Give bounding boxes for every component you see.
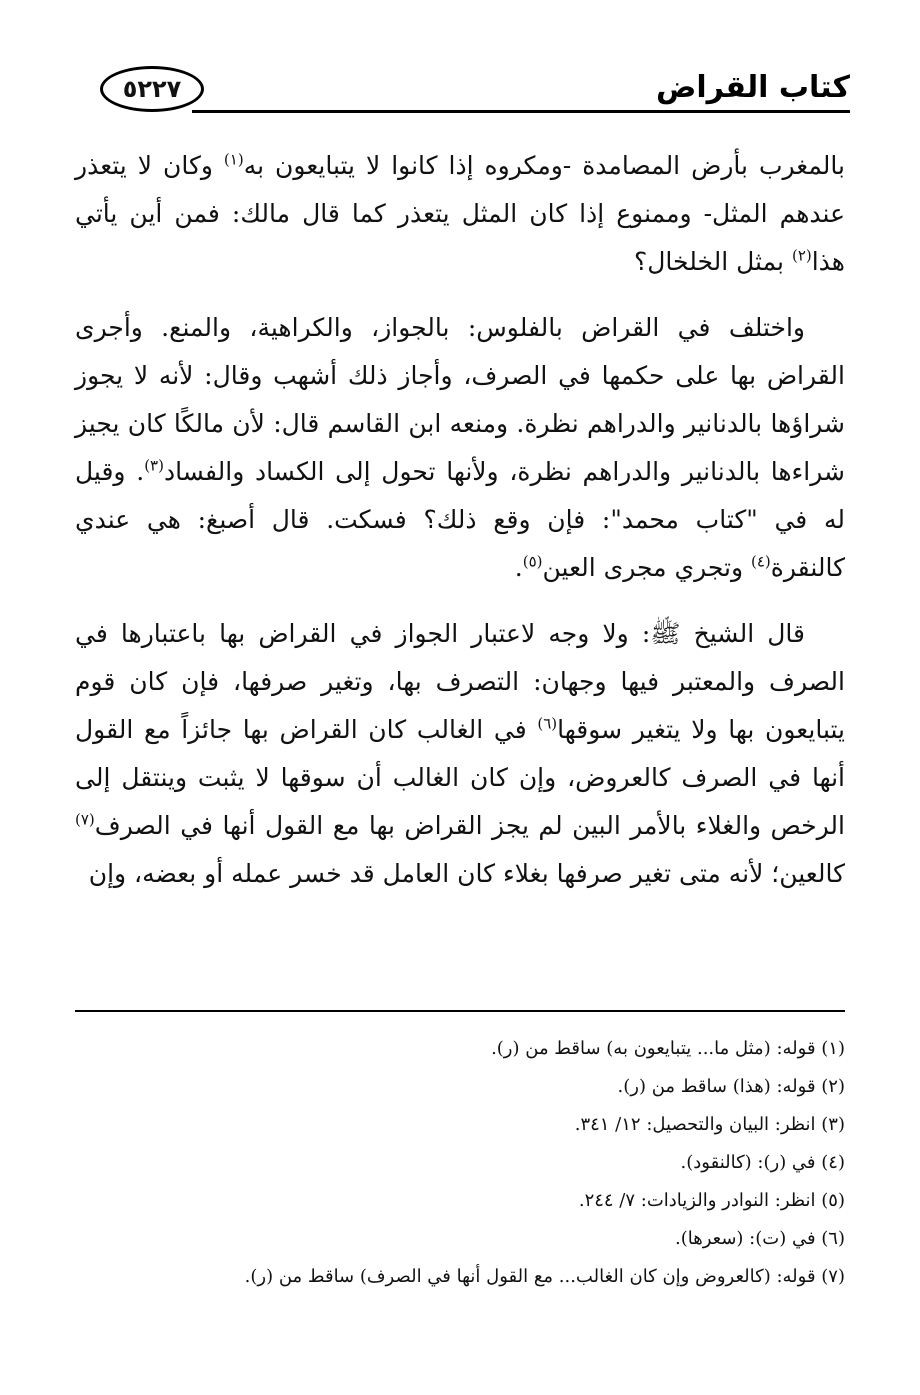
body-paragraph <box>75 304 845 592</box>
paragraph-text: وكان لا يتعذر عندهم المثل- وممنوع إذا كان المثل يتعذر كما قال مالك: فمن أين يأتي هذا <box>75 151 845 276</box>
body-paragraph <box>75 142 845 286</box>
footnote-marker: (٣) <box>144 456 164 475</box>
footnote-marker: (٧) <box>75 810 95 829</box>
paragraph-text: واختلف في القراض بالفلوس: بالجواز، والكراهية، والمنع. وأجرى القراض بها على حكمها في الصرف، وأجاز ذلك أشهب وقال: لأنه لا يجوز شراؤها بالدنانير والدراهم نظرة. ومنعه ابن القاسم قال: لأن مالكًا كان يجيز شراءها بالدنانير والدراهم نظرة، ولأنها تحول إلى الكساد والفساد <box>75 313 845 486</box>
footnote-item: (٤) في (ر): (كالنقود). <box>680 1152 845 1173</box>
footnote-item: (٢) قوله: (هذا) ساقط من (ر). <box>617 1076 845 1097</box>
paragraph-text: بمثل الخلخال؟ <box>634 247 792 276</box>
paragraph-text: كالعين؛ لأنه متى تغير صرفها بغلاء كان العامل قد خسر عمله أو بعضه، وإن <box>88 859 845 888</box>
footnote-separator <box>75 1010 845 1012</box>
footnotes-list <box>75 1030 845 1296</box>
page-header <box>100 60 850 120</box>
footnote-marker: (١) <box>223 150 244 169</box>
footnote-marker: (٤) <box>751 552 771 571</box>
footnote-item: (٧) قوله: (كالعروض وإن كان الغالب... مع القول أنها في الصرف) ساقط من (ر). <box>244 1266 845 1287</box>
paragraph-text: في الغالب كان القراض بها جائزاً مع القول أنها في الصرف كالعروض، وإن كان الغالب أن سوقها لا يثبت وينتقل إلى الرخص والغلاء بالأمر البين لم يجز القراض بها مع القول أنها في الصرف <box>75 715 845 840</box>
footnote-marker: (٦) <box>537 714 558 733</box>
page-number: ٥٢٢٧ <box>100 66 204 112</box>
paragraph-text: . <box>514 553 523 582</box>
paragraph-text: وتجري مجرى العين <box>542 553 751 582</box>
running-title: كتاب القراض <box>656 70 850 105</box>
footnote-item: (١) قوله: (مثل ما... يتبايعون به) ساقط من (ر). <box>491 1038 845 1059</box>
footnote-marker: (٥) <box>522 552 543 571</box>
main-text <box>75 142 845 916</box>
paragraph-text: قال الشيخ ﷺ: ولا وجه لاعتبار الجواز في القراض بها باعتبارها في الصرف والمعتبر فيها وجهان: التصرف بها، وتغير صرفها، فإن كان قوم يتبايعون بها ولا يتغير سوقها <box>75 619 845 744</box>
header-rule <box>192 110 850 113</box>
footnote-marker: (٢) <box>791 246 812 265</box>
paragraph-text: . وقيل له في "كتاب محمد": فإن وقع ذلك؟ فسكت. قال أصبغ: هي عندي كالنقرة <box>75 457 845 582</box>
footnote-item: (٥) انظر: النوادر والزيادات: ٧/ ٢٤٤. <box>578 1190 845 1211</box>
footnote-item: (٦) في (ت): (سعرها). <box>675 1228 845 1249</box>
body-paragraph <box>75 610 845 898</box>
footnote-item: (٣) انظر: البيان والتحصيل: ١٢/ ٣٤١. <box>574 1114 845 1135</box>
paragraph-text: بالمغرب بأرض المصامدة -ومكروه إذا كانوا لا يتبايعون به <box>243 151 846 180</box>
